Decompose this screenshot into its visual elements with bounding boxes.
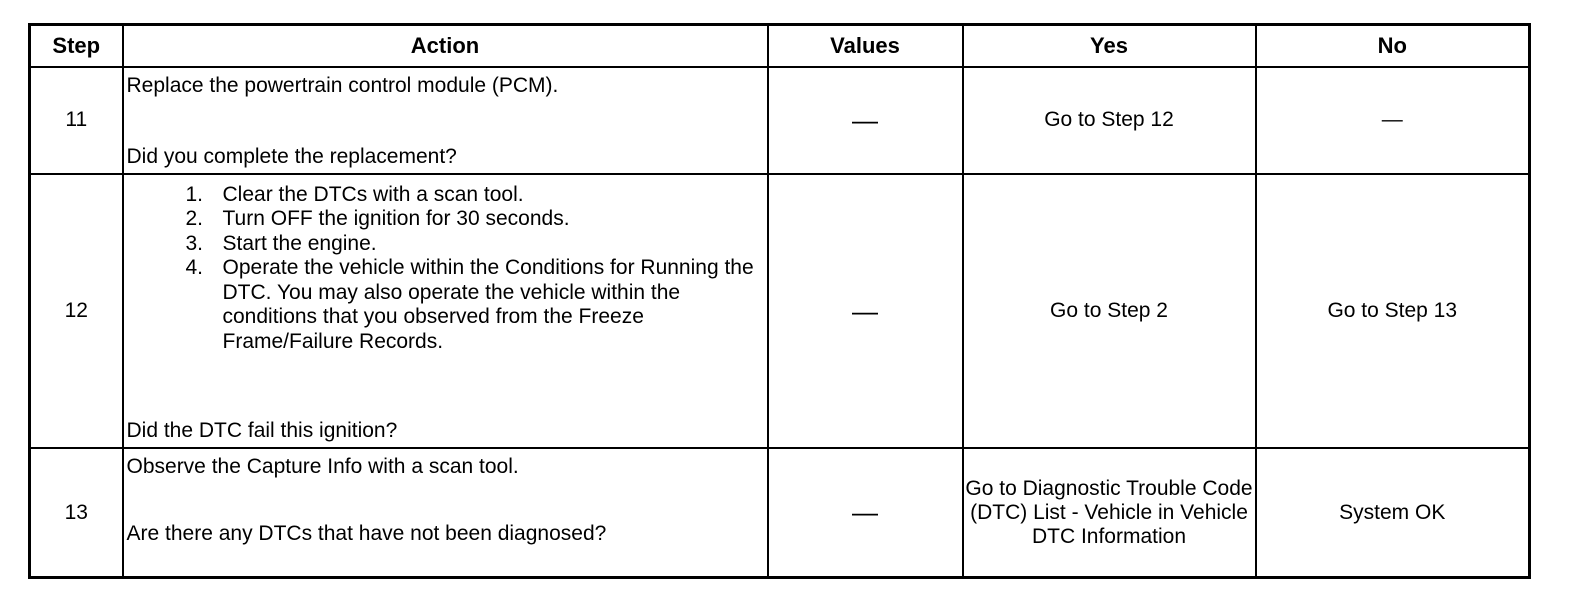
action-text: Observe the Capture Info with a scan tool. — [126, 455, 519, 479]
no-cell: — — [1256, 67, 1530, 174]
action-question: Did the DTC fail this ignition? — [126, 419, 398, 443]
action-step-list — [124, 183, 761, 355]
table-row — [30, 448, 1530, 577]
header-step: Step — [30, 25, 123, 68]
list-item — [124, 207, 761, 232]
table-row — [30, 67, 1530, 174]
values-cell: — — [768, 448, 963, 577]
values-cell: — — [768, 174, 963, 448]
step-number: 11 — [30, 67, 123, 174]
list-item-number: 2. — [185, 207, 204, 231]
action-question: Did you complete the replacement? — [126, 144, 457, 168]
action-cell — [123, 448, 768, 577]
no-cell: System OK — [1256, 448, 1530, 577]
list-item — [124, 183, 761, 208]
action-cell — [123, 67, 768, 174]
diagnostic-table — [28, 23, 1531, 579]
list-item — [124, 232, 761, 257]
header-row — [30, 25, 1530, 68]
header-action: Action — [123, 25, 768, 68]
list-item-text: Clear the DTCs with a scan tool. — [222, 182, 524, 206]
table-row — [30, 174, 1530, 448]
list-item-text: Operate the vehicle within the Conditions for Running the DTC. You may also operate the vehicle within the conditions that you observed from the Freeze Frame/Failure Records. — [222, 256, 754, 353]
list-item-number: 1. — [185, 182, 204, 206]
header-no: No — [1256, 25, 1530, 68]
list-item-number: 4. — [185, 256, 204, 280]
header-values: Values — [768, 25, 963, 68]
action-question: Are there any DTCs that have not been diagnosed? — [126, 522, 607, 545]
yes-cell: Go to Step 12 — [963, 67, 1256, 174]
list-item — [124, 256, 761, 354]
step-number: 12 — [30, 174, 123, 448]
no-cell: Go to Step 13 — [1256, 174, 1530, 448]
list-item-text: Turn OFF the ignition for 30 seconds. — [222, 207, 570, 231]
list-item-text: Start the engine. — [222, 231, 377, 255]
yes-cell: Go to Step 2 — [963, 174, 1256, 448]
action-cell — [123, 174, 768, 448]
action-text: Replace the powertrain control module (PCM). — [126, 74, 559, 97]
list-item-number: 3. — [185, 231, 204, 255]
header-yes: Yes — [963, 25, 1256, 68]
values-cell: — — [768, 67, 963, 174]
step-number: 13 — [30, 448, 123, 577]
yes-cell: Go to Diagnostic Trouble Code (DTC) List - Vehicle in Vehicle DTC Information — [963, 448, 1256, 577]
